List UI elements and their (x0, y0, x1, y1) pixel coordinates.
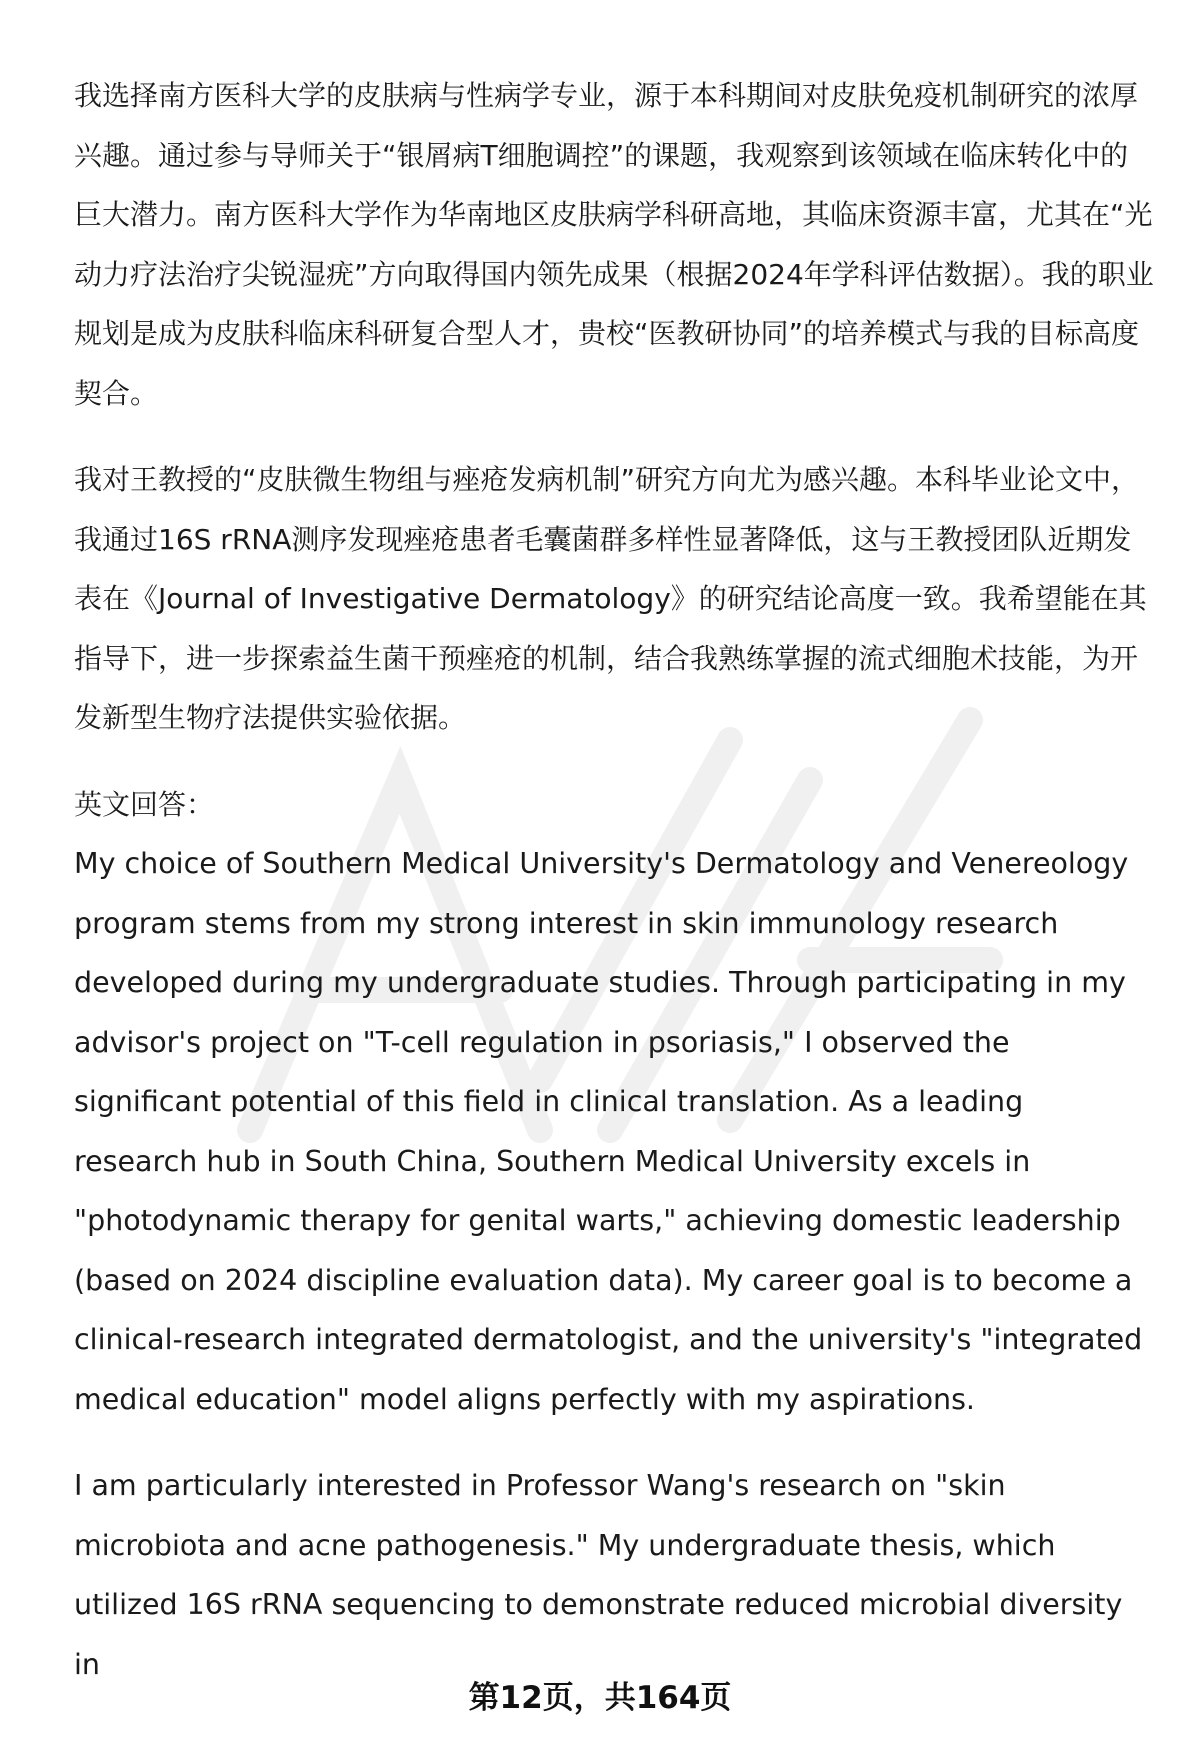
document-body (74, 66, 1154, 1694)
paragraph-cn-1: 我选择南方医科大学的皮肤病与性病学专业，源于本科期间对皮肤免疫机制研究的浓厚兴趣。通过参与导师关于“银屑病T细胞调控”的课题，我观察到该领域在临床转化中的巨大潜力。南方医科大学作为华南地区皮肤病学科研高地，其临床资源丰富，尤其在“光动力疗法治疗尖锐湿疣”方向取得国内领先成果（根据2024年学科评估数据）。我的职业规划是成为皮肤科临床科研复合型人才，贵校“医教研协同”的培养模式与我的目标高度契合。 (74, 79, 1154, 410)
page-number-footer: 第12页，共164页 (468, 1680, 732, 1716)
paragraph-en-1: My choice of Southern Medical University's Dermatology and Venereology program stems from my strong interest in skin immunology research developed during my undergraduate studies. Through participating in my advisor's project on "T-cell regulation in psoriasis," I observed the significant potential of this field in clinical translation. As a leading research hub in South China, Southern Medical University excels in "photodynamic therapy for genital warts," achieving domestic leadership (based on 2024 discipline evaluation data). My career goal is to become a clinical-research integrated dermatologist, and the university's "integrated medical education" model aligns perfectly with my aspirations. (74, 847, 1143, 1416)
paragraph-cn-2: 我对王教授的“皮肤微生物组与痤疮发病机制”研究方向尤为感兴趣。本科毕业论文中，我通过16S rRNA测序发现痤疮患者毛囊菌群多样性显著降低，这与王教授团队近期发表在《Journal of Investigative Dermatology》的研究结论高度一致。我希望能在其指导下，进一步探索益生菌干预痤疮的机制，结合我熟练掌握的流式细胞术技能，为开发新型生物疗法提供实验依据。 (74, 463, 1147, 734)
paragraph-en-2: I am particularly interested in Professor Wang's research on "skin microbiota and acne pathogenesis." My undergraduate thesis, which utilized 16S rRNA sequencing to demonstrate reduced microbial diversity in (74, 1469, 1123, 1681)
english-answer-label: 英文回答： (74, 787, 215, 821)
